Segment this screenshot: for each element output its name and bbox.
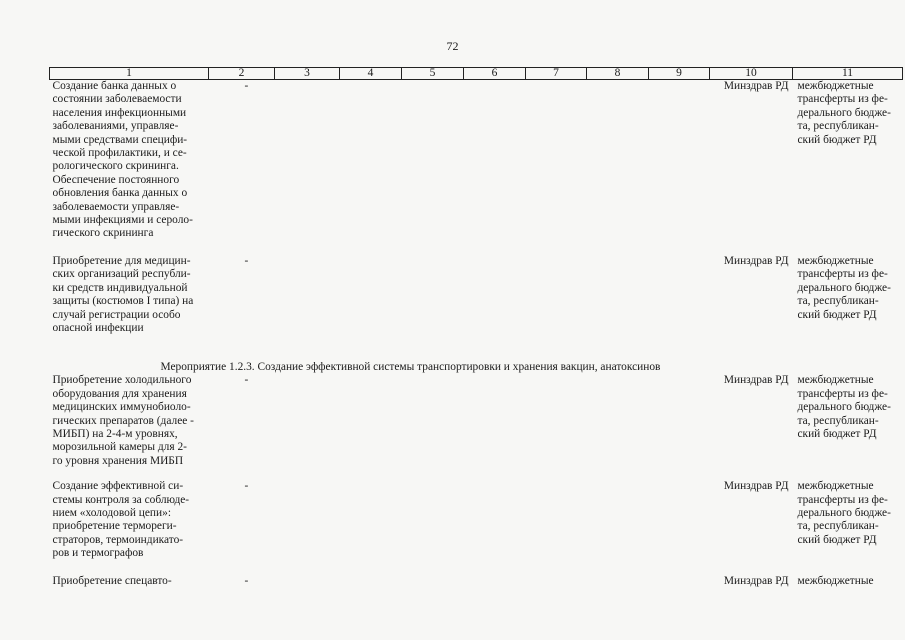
measure-name-line: ских организаций республи- bbox=[52, 268, 191, 281]
period-dash: - bbox=[244, 574, 249, 587]
empty-cell bbox=[526, 255, 587, 335]
column-header: 6 bbox=[464, 68, 526, 80]
funding-line: трансферты из фе- bbox=[797, 93, 888, 106]
period-dash: - bbox=[244, 374, 249, 387]
funding-line: та, республикан- bbox=[797, 295, 879, 308]
row-spacer bbox=[50, 335, 903, 360]
funding-line: межбюджетные bbox=[797, 374, 874, 387]
empty-cell bbox=[402, 80, 464, 241]
empty-cell bbox=[340, 80, 402, 241]
measure-name-line: гического скрининга bbox=[52, 227, 154, 240]
funding-line: ский бюджет РД bbox=[797, 133, 877, 146]
empty-cell bbox=[402, 480, 464, 560]
subheading: Мероприятие 1.2.3. Создание эффективной системы транспортировки и хранения вакцин, анатоксинов bbox=[160, 361, 661, 374]
measure-name-line: Приобретение холодильного bbox=[52, 374, 192, 387]
funding-line: дерального бюдже- bbox=[797, 401, 891, 414]
measure-name bbox=[50, 255, 209, 335]
empty-cell bbox=[464, 374, 526, 468]
empty-cell bbox=[587, 575, 649, 588]
period-dash: - bbox=[244, 480, 249, 493]
funding-line: межбюджетные bbox=[797, 480, 874, 493]
period-dash: - bbox=[244, 254, 249, 267]
row-spacer bbox=[50, 561, 903, 575]
measure-name-line: Приобретение для медицин- bbox=[52, 254, 191, 267]
funding-line: та, республикан- bbox=[797, 520, 879, 533]
empty-cell bbox=[587, 374, 649, 468]
empty-cell bbox=[275, 80, 340, 241]
row-spacer bbox=[50, 241, 903, 255]
column-header: 7 bbox=[526, 68, 587, 80]
measure-name bbox=[50, 374, 209, 468]
funding-line: та, республикан- bbox=[797, 414, 879, 427]
empty-cell bbox=[340, 575, 402, 588]
measure-name-line: мыми инфекциями и сероло- bbox=[52, 214, 193, 227]
measure-name-line: гических препаратов (далее - bbox=[52, 414, 194, 427]
empty-cell bbox=[275, 480, 340, 560]
column-header: 2 bbox=[209, 68, 275, 80]
measure-name-line: медицинских иммунобиоло- bbox=[52, 401, 191, 414]
measure-name bbox=[50, 480, 209, 560]
empty-cell bbox=[402, 255, 464, 335]
page-number: 72 bbox=[446, 39, 459, 53]
empty-cell bbox=[464, 80, 526, 241]
executor: Минздрав РД bbox=[723, 374, 789, 387]
funding-line: ский бюджет РД bbox=[797, 308, 877, 321]
measure-name-line: состоянии заболеваемости bbox=[52, 93, 182, 106]
funding-source bbox=[793, 480, 903, 560]
executor: Минздрав РД bbox=[723, 254, 789, 267]
empty-cell bbox=[402, 374, 464, 468]
empty-cell bbox=[464, 255, 526, 335]
column-header: 11 bbox=[793, 68, 903, 80]
column-header: 3 bbox=[275, 68, 340, 80]
measure-name bbox=[50, 80, 209, 241]
empty-cell bbox=[587, 480, 649, 560]
funding-line: дерального бюдже- bbox=[797, 281, 891, 294]
measure-name-line: защиты (костюмов I типа) на bbox=[52, 295, 194, 308]
executor: Минздрав РД bbox=[723, 480, 789, 493]
column-number-row bbox=[50, 68, 903, 80]
empty-cell bbox=[649, 575, 710, 588]
period-dash: - bbox=[244, 80, 249, 92]
empty-cell bbox=[340, 255, 402, 335]
measure-name-line: Обеспечение постоянного bbox=[52, 173, 180, 186]
subheading-row bbox=[50, 360, 903, 374]
empty-cell bbox=[649, 255, 710, 335]
measure-name-line: опасной инфекции bbox=[52, 321, 144, 334]
funding-line: межбюджетные bbox=[797, 254, 874, 267]
funding-source bbox=[793, 374, 903, 468]
empty-cell bbox=[275, 255, 340, 335]
measure-name bbox=[50, 575, 209, 588]
column-header: 4 bbox=[340, 68, 402, 80]
funding-source bbox=[793, 255, 903, 335]
program-table bbox=[49, 67, 903, 588]
measure-name-line: обновления банка данных о bbox=[52, 187, 188, 200]
funding-line: ский бюджет РД bbox=[797, 533, 877, 546]
measure-name-line: мыми средствами специфи- bbox=[52, 133, 188, 146]
empty-cell bbox=[587, 80, 649, 241]
empty-cell bbox=[649, 80, 710, 241]
funding-source bbox=[793, 575, 903, 588]
measure-name-line: случай регистрации особо bbox=[52, 308, 181, 321]
measure-name-line: заболеваемости управляе- bbox=[52, 200, 180, 213]
empty-cell bbox=[587, 255, 649, 335]
column-header: 10 bbox=[710, 68, 793, 80]
measure-name-line: Создание банка данных о bbox=[52, 80, 177, 92]
measure-name-line: го уровня хранения МИБП bbox=[52, 454, 184, 467]
table-row bbox=[50, 480, 903, 560]
measure-name-line: населения инфекционными bbox=[52, 106, 187, 119]
empty-cell bbox=[402, 575, 464, 588]
measure-name-line: страторов, термоиндикато- bbox=[52, 533, 184, 546]
funding-line: межбюджетные bbox=[797, 574, 874, 587]
empty-cell bbox=[464, 575, 526, 588]
empty-cell bbox=[526, 374, 587, 468]
column-header: 8 bbox=[587, 68, 649, 80]
measure-name-line: нием «холодовой цепи»: bbox=[52, 506, 171, 519]
measure-name-line: стемы контроля за соблюде- bbox=[52, 493, 190, 506]
funding-line: межбюджетные bbox=[797, 80, 874, 92]
funding-line: ский бюджет РД bbox=[797, 427, 877, 440]
empty-cell bbox=[649, 480, 710, 560]
empty-cell bbox=[275, 575, 340, 588]
measure-name-line: оборудования для хранения bbox=[52, 387, 187, 400]
funding-line: та, республикан- bbox=[797, 120, 879, 133]
row-spacer bbox=[50, 468, 903, 480]
empty-cell bbox=[526, 80, 587, 241]
funding-line: трансферты из фе- bbox=[797, 493, 888, 506]
funding-line: трансферты из фе- bbox=[797, 387, 888, 400]
table-row bbox=[50, 575, 903, 588]
measure-name-line: приобретение термореги- bbox=[52, 520, 177, 533]
executor: Минздрав РД bbox=[723, 574, 789, 587]
empty-cell bbox=[340, 374, 402, 468]
empty-cell bbox=[464, 480, 526, 560]
table-row bbox=[50, 255, 903, 335]
empty-cell bbox=[340, 480, 402, 560]
empty-cell bbox=[526, 575, 587, 588]
measure-name-line: Создание эффективной си- bbox=[52, 480, 184, 493]
table-row bbox=[50, 80, 903, 241]
measure-name-line: морозильной камеры для 2- bbox=[52, 441, 187, 454]
empty-cell bbox=[275, 374, 340, 468]
column-header: 1 bbox=[50, 68, 209, 80]
measure-name-line: ров и термографов bbox=[52, 547, 144, 560]
measure-name-line: ки средств индивидуальной bbox=[52, 281, 188, 294]
funding-line: дерального бюдже- bbox=[797, 106, 891, 119]
column-header: 5 bbox=[402, 68, 464, 80]
measure-name-line: рологического скрининга. bbox=[52, 160, 179, 173]
measure-name-line: ческой профилактики, и се- bbox=[52, 147, 187, 160]
funding-source bbox=[793, 80, 903, 241]
measure-name-line: Приобретение спецавто- bbox=[52, 574, 172, 587]
funding-line: трансферты из фе- bbox=[797, 268, 888, 281]
executor: Минздрав РД bbox=[723, 80, 789, 92]
empty-cell bbox=[526, 480, 587, 560]
measure-name-line: заболеваниями, управляе- bbox=[52, 120, 179, 133]
measure-name-line: МИБП) на 2-4-м уровнях, bbox=[52, 427, 178, 440]
column-header: 9 bbox=[649, 68, 710, 80]
funding-line: дерального бюдже- bbox=[797, 506, 891, 519]
empty-cell bbox=[649, 374, 710, 468]
table-row bbox=[50, 374, 903, 468]
